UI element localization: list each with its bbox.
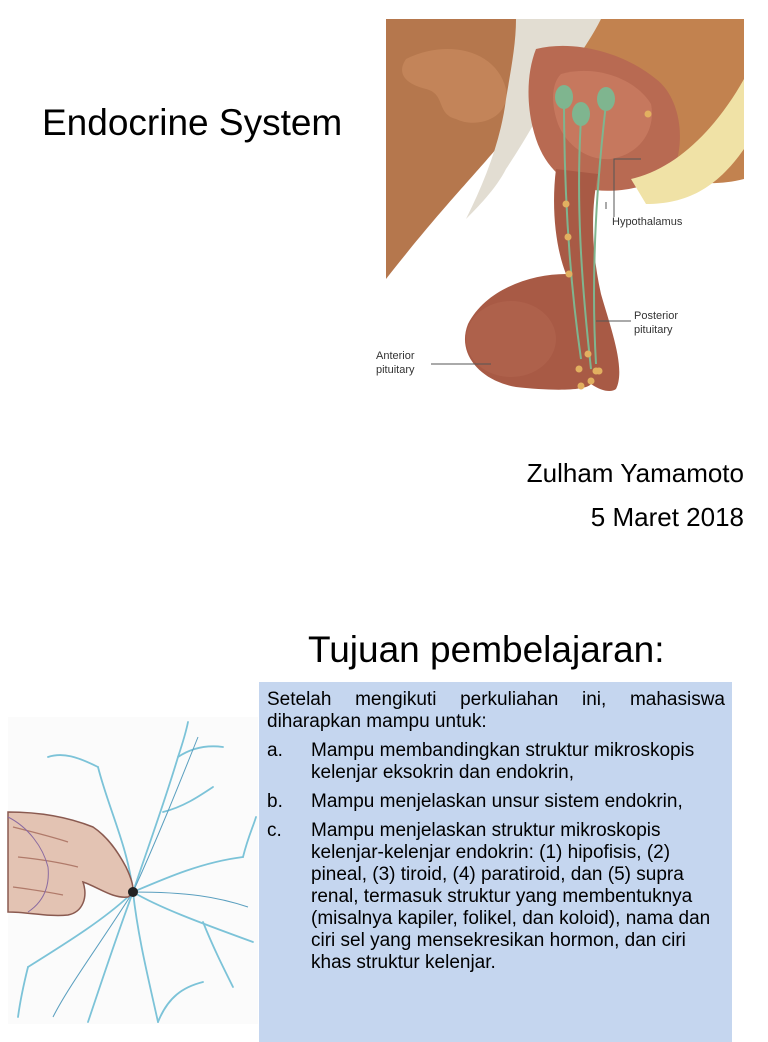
list-item-text: Mampu menjelaskan struktur mikroskopis kelenjar-kelenjar endokrin: (1) hipofisis, (2) pineal, (3) tiroid, (4) paratiroid, dan (5) supra renal, termasuk struktur yang membentuknya (misalnya kapiler, folikel, dan koloid), nama dan ciri sel yang mensekresikan hormon, dan ciri khas struktur kelenjar. [311, 820, 711, 973]
list-marker: b. [267, 791, 283, 812]
objectives-box [259, 682, 732, 1042]
presentation-date: 5 Maret 2018 [590, 502, 744, 532]
posterior-pituitary-label-1: Posterior [634, 310, 679, 322]
objectives-heading: Tujuan pembelajaran: [308, 629, 665, 670]
list-item-text: Mampu membandingkan struktur mikroskopis kelenjar eksokrin dan endokrin, [311, 740, 695, 783]
finger-touching-neuron-drawing [8, 717, 258, 1024]
list-item-text: Mampu menjelaskan unsur sistem endokrin, [311, 791, 683, 812]
hypothalamus-label: Hypothalamus [612, 216, 683, 228]
posterior-pituitary-label-2: pituitary [634, 324, 673, 336]
objectives-intro: Setelah mengikuti perkuliahan ini, mahasiswa diharapkan mampu untuk: [267, 689, 725, 732]
list-marker: a. [267, 740, 283, 761]
objectives-list [267, 740, 725, 974]
slide-objectives [0, 576, 768, 1024]
anterior-pituitary-label-2: pituitary [376, 364, 415, 376]
slide-title-heading: Endocrine System [42, 102, 343, 143]
author-name: Zulham Yamamoto [526, 458, 744, 488]
list-marker: c. [267, 820, 282, 841]
list-item [267, 740, 725, 784]
anterior-pituitary-label-1: Anterior [376, 350, 415, 362]
pituitary-illustration [376, 19, 744, 399]
list-item [267, 820, 725, 974]
list-item [267, 791, 725, 813]
